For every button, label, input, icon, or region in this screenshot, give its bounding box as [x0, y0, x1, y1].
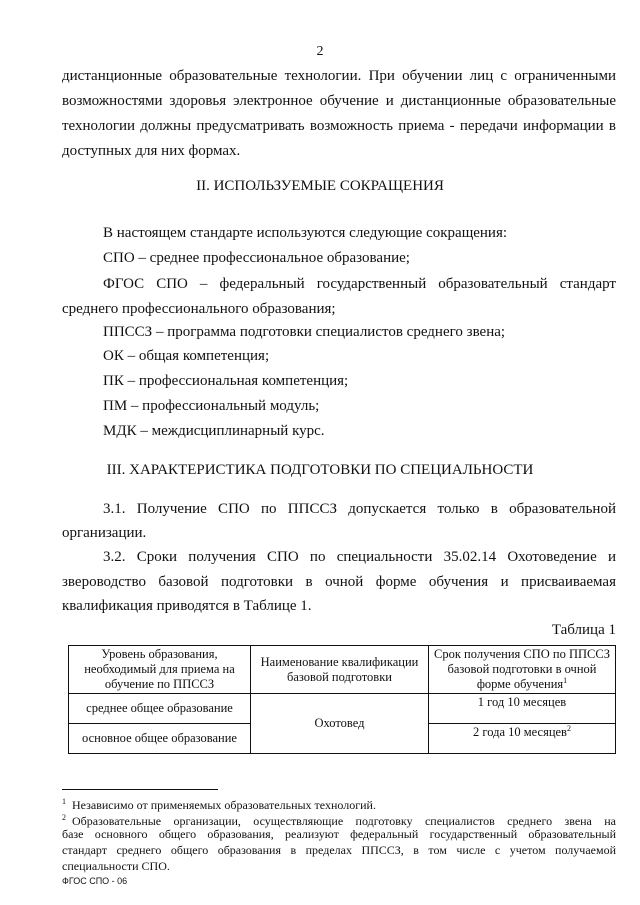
header-term-text: Срок получения СПО по ППССЗ базовой подготовки в очной форме обучения: [434, 647, 610, 691]
page-number: 2: [316, 44, 324, 59]
row2-term-text: 2 года 10 месяцев: [473, 725, 567, 739]
footnote-2-line-3: стандарт среднего общего образования в пределах ППССЗ, в том числе с учетом получаемой: [62, 843, 616, 857]
abbrev-intro: В настоящем стандарте используются следующие сокращения:: [103, 225, 508, 241]
abbrev-pm: ПМ – профессиональный модуль;: [103, 398, 320, 414]
table-header-row: [69, 646, 616, 694]
table-caption: Таблица 1: [551, 622, 616, 638]
footnote-divider: [62, 789, 218, 790]
qualification-table: [68, 645, 616, 754]
abbrev-ok: ОК – общая компетенция;: [103, 348, 270, 364]
header-term: [429, 646, 616, 694]
abbrev-spo: СПО – среднее профессиональное образование;: [103, 250, 410, 266]
header-education-level: Уровень образования, необходимый для приема на обучение по ППССЗ: [69, 646, 251, 694]
para-3-2-line-1: 3.2. Сроки получения СПО по специальности 35.02.14 Охотоведение и: [103, 549, 616, 565]
footer-code: ФГОС СПО - 06: [62, 876, 128, 886]
abbrev-fgos-line-1: ФГОС СПО – федеральный государственный образовательный стандарт: [103, 276, 616, 292]
section-3-heading: III. ХАРАКТЕРИСТИКА ПОДГОТОВКИ ПО СПЕЦИАЛЬНОСТИ: [106, 462, 534, 478]
intro-line-4: доступных для них формах.: [62, 143, 241, 159]
para-3-1-line-2: организации.: [62, 525, 147, 541]
footnote-1-text: Независимо от применяемых образовательных технологий.: [72, 798, 376, 812]
footnote-ref-1: 1: [563, 675, 568, 685]
abbrev-mdk: МДК – междисциплинарный курс.: [103, 423, 325, 439]
row1-term: 1 год 10 месяцев: [429, 694, 616, 724]
table-row: [69, 694, 616, 724]
intro-line-1: дистанционные образовательные технологии. При обучении лиц с ограниченными: [62, 68, 616, 84]
footnote-1-mark: 1: [62, 797, 66, 806]
header-qualification: Наименование квалификации базовой подготовки: [251, 646, 429, 694]
abbrev-ppssz: ППССЗ – программа подготовки специалистов среднего звена;: [103, 324, 506, 340]
footnote-2-text-1: Образовательные организации, осуществляющие подготовку специалистов среднего звена на: [72, 814, 616, 828]
footnote-2-line-2: базе основного общего образования, реализуют федеральный государственный образовательный: [62, 827, 616, 841]
intro-line-2: возможностями здоровья электронное обучение и дистанционные образовательные: [62, 93, 616, 109]
abbrev-pk: ПК – профессиональная компетенция;: [103, 373, 349, 389]
para-3-1-line-1: 3.1. Получение СПО по ППССЗ допускается только в образовательной: [103, 501, 616, 517]
abbrev-fgos-line-2: среднего профессионального образования;: [62, 301, 336, 317]
para-3-2-line-3: квалификация приводятся в Таблице 1.: [62, 598, 312, 614]
qualification-cell: Охотовед: [251, 694, 429, 754]
row2-term: [429, 724, 616, 754]
para-3-2-line-2: звероводство базовой подготовки в очной форме обучения и присваиваемая: [62, 574, 616, 590]
row1-education-level: среднее общее образование: [69, 694, 251, 724]
row2-education-level: основное общее образование: [69, 724, 251, 754]
footnote-2-line-4: специальности СПО.: [62, 859, 170, 873]
footnote-ref-2: 2: [566, 723, 571, 733]
intro-line-3: технологии должны предусматривать возможность приема - передачи информации в: [62, 118, 616, 134]
footnote-2-mark: 2: [62, 813, 66, 822]
section-2-heading: II. ИСПОЛЬЗУЕМЫЕ СОКРАЩЕНИЯ: [196, 178, 444, 194]
